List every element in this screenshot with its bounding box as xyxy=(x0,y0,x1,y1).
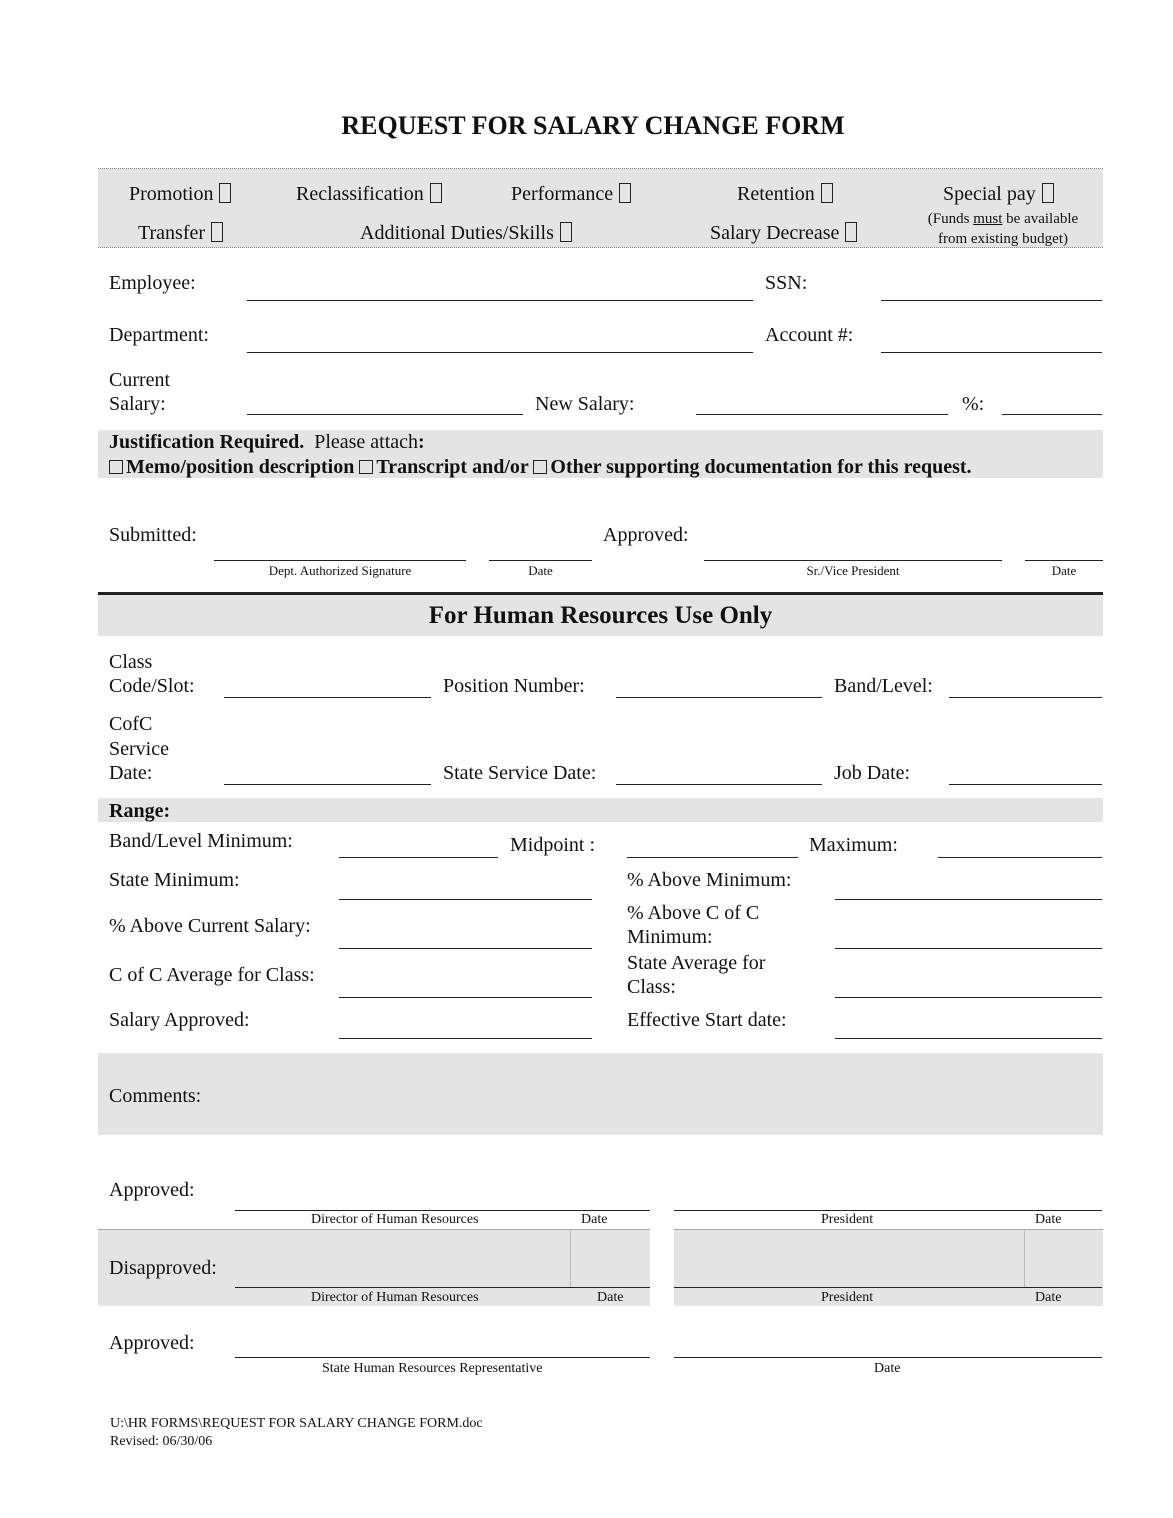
current-salary-field[interactable] xyxy=(247,414,523,415)
range-heading: Range: xyxy=(109,800,171,822)
date-caption: Date xyxy=(874,1361,901,1376)
director-caption: Director of Human Resources xyxy=(311,1290,479,1305)
submit-date-field[interactable] xyxy=(489,560,592,561)
department-label: Department: xyxy=(109,324,209,346)
president-caption: President xyxy=(821,1290,874,1305)
divider xyxy=(674,1229,1103,1230)
transfer-checkbox[interactable] xyxy=(211,222,223,242)
additional-duties-checkbox[interactable] xyxy=(560,222,572,242)
approve-date-field[interactable] xyxy=(1025,560,1103,561)
retention-checkbox[interactable] xyxy=(821,183,833,203)
option-retention[interactable]: Retention xyxy=(737,182,833,206)
state-service-date-field[interactable] xyxy=(616,784,822,785)
effective-start-field[interactable] xyxy=(835,1038,1102,1039)
date-caption: Date xyxy=(1035,1212,1062,1227)
state-avg-label: State Average for xyxy=(627,952,766,974)
option-salary-decrease[interactable]: Salary Decrease xyxy=(710,221,857,245)
divider xyxy=(98,1229,650,1230)
justification-options: Memo/position description Transcript and/or Other supporting documentation for this request. xyxy=(109,455,972,479)
state-min-field[interactable] xyxy=(339,899,592,900)
percent-field[interactable] xyxy=(1002,414,1102,415)
account-label: Account #: xyxy=(765,324,854,346)
director-caption: Director of Human Resources xyxy=(311,1212,479,1227)
state-min-label: State Minimum: xyxy=(109,869,240,891)
vp-signature-field[interactable] xyxy=(704,560,1002,561)
performance-checkbox[interactable] xyxy=(619,183,631,203)
dept-signature-field[interactable] xyxy=(214,560,466,561)
divider xyxy=(570,1229,571,1287)
salary-label: Salary: xyxy=(109,393,166,415)
disapproved-label: Disapproved: xyxy=(109,1257,217,1279)
vp-caption: Sr./Vice President xyxy=(806,563,900,578)
percent-label: %: xyxy=(962,393,985,415)
above-cofc-label: % Above C of C xyxy=(627,902,760,924)
above-min-field[interactable] xyxy=(835,899,1102,900)
state-avg-field[interactable] xyxy=(835,997,1102,998)
date-caption: Date xyxy=(1051,563,1077,578)
range-panel xyxy=(98,798,1103,822)
maximum-field[interactable] xyxy=(938,857,1102,858)
president-caption: President xyxy=(821,1212,874,1227)
hr-heading: For Human Resources Use Only xyxy=(428,602,773,629)
date-caption: Date xyxy=(597,1290,624,1305)
transcript-checkbox[interactable] xyxy=(359,460,373,474)
special-pay-note: (Funds must be available xyxy=(927,211,1079,227)
department-field[interactable] xyxy=(247,352,753,353)
dept-signature-caption: Dept. Authorized Signature xyxy=(268,563,412,578)
approved-hr-label: Approved: xyxy=(109,1179,195,1201)
ssn-field[interactable] xyxy=(881,300,1102,301)
band-level-field[interactable] xyxy=(949,697,1102,698)
ssn-label: SSN: xyxy=(765,272,808,294)
reclassification-checkbox[interactable] xyxy=(430,183,442,203)
service-label: Service xyxy=(109,738,169,760)
position-number-label: Position Number: xyxy=(443,675,585,697)
date-caption: Date xyxy=(528,563,553,578)
above-current-field[interactable] xyxy=(339,948,592,949)
cofc-avg-field[interactable] xyxy=(339,997,592,998)
employee-field[interactable] xyxy=(247,300,753,301)
state-rep-date-field[interactable] xyxy=(674,1357,1102,1358)
date-caption: Date xyxy=(1035,1290,1062,1305)
position-number-field[interactable] xyxy=(616,697,822,698)
approved-label: Approved: xyxy=(603,524,689,546)
option-promotion[interactable]: Promotion xyxy=(129,182,231,206)
new-salary-field[interactable] xyxy=(696,414,948,415)
footer-revised: Revised: 06/30/06 xyxy=(110,1434,213,1449)
special-pay-checkbox[interactable] xyxy=(1042,183,1054,203)
cofc-service-date-field[interactable] xyxy=(224,784,431,785)
current-label: Current xyxy=(109,369,171,391)
justification-heading: Justification Required. Please attach: xyxy=(109,431,425,453)
midpoint-field[interactable] xyxy=(627,857,798,858)
code-slot-label: Code/Slot: xyxy=(109,675,195,697)
state-service-date-label: State Service Date: xyxy=(443,762,597,784)
salary-approved-label: Salary Approved: xyxy=(109,1009,250,1031)
salary-decrease-checkbox[interactable] xyxy=(845,222,857,242)
option-special-pay[interactable]: Special pay xyxy=(943,182,1054,206)
promotion-checkbox[interactable] xyxy=(219,183,231,203)
state-rep-signature-field[interactable] xyxy=(235,1357,650,1358)
option-reclassification[interactable]: Reclassification xyxy=(296,182,442,206)
effective-start-label: Effective Start date: xyxy=(627,1009,787,1031)
code-slot-field[interactable] xyxy=(224,697,431,698)
above-cofc-field[interactable] xyxy=(835,948,1102,949)
divider xyxy=(98,168,1103,169)
option-additional-duties[interactable]: Additional Duties/Skills xyxy=(360,221,572,245)
disapproved-president-field[interactable] xyxy=(674,1287,1102,1288)
date-caption: Date xyxy=(581,1212,608,1227)
band-min-label: Band/Level Minimum: xyxy=(109,830,293,852)
job-date-label: Job Date: xyxy=(834,762,911,784)
above-min-label: % Above Minimum: xyxy=(627,869,792,891)
hr-divider xyxy=(98,592,1103,595)
class-label: Class xyxy=(109,651,153,673)
cofc-avg-label: C of C Average for Class: xyxy=(109,964,315,986)
band-level-label: Band/Level: xyxy=(834,675,933,697)
account-field[interactable] xyxy=(881,352,1102,353)
divider xyxy=(1024,1229,1025,1287)
new-salary-label: New Salary: xyxy=(535,393,635,415)
submitted-label: Submitted: xyxy=(109,524,197,546)
service-date-label: Date: xyxy=(109,762,153,784)
above-cofc-label-2: Minimum: xyxy=(627,926,713,948)
job-date-field[interactable] xyxy=(949,784,1102,785)
state-rep-caption: State Human Resources Representative xyxy=(322,1361,543,1376)
special-pay-note-2: from existing budget) xyxy=(938,231,1068,247)
state-avg-label-2: Class: xyxy=(627,976,676,998)
other-checkbox[interactable] xyxy=(533,460,547,474)
salary-approved-field[interactable] xyxy=(339,1038,592,1039)
form-title: REQUEST FOR SALARY CHANGE FORM xyxy=(341,111,845,140)
above-current-label: % Above Current Salary: xyxy=(109,915,311,937)
disapproved-director-field[interactable] xyxy=(235,1287,650,1288)
maximum-label: Maximum: xyxy=(809,834,898,856)
employee-label: Employee: xyxy=(109,272,196,294)
approved-state-label: Approved: xyxy=(109,1332,195,1354)
footer-path: U:\HR FORMS\REQUEST FOR SALARY CHANGE FORM.doc xyxy=(110,1416,483,1431)
option-performance[interactable]: Performance xyxy=(511,182,631,206)
comments-label: Comments: xyxy=(109,1085,202,1107)
comments-field[interactable] xyxy=(98,1053,1103,1135)
cofc-label: CofC xyxy=(109,713,153,735)
midpoint-label: Midpoint : xyxy=(510,834,596,856)
memo-checkbox[interactable] xyxy=(109,460,123,474)
band-min-field[interactable] xyxy=(339,857,498,858)
option-transfer[interactable]: Transfer xyxy=(138,221,223,245)
